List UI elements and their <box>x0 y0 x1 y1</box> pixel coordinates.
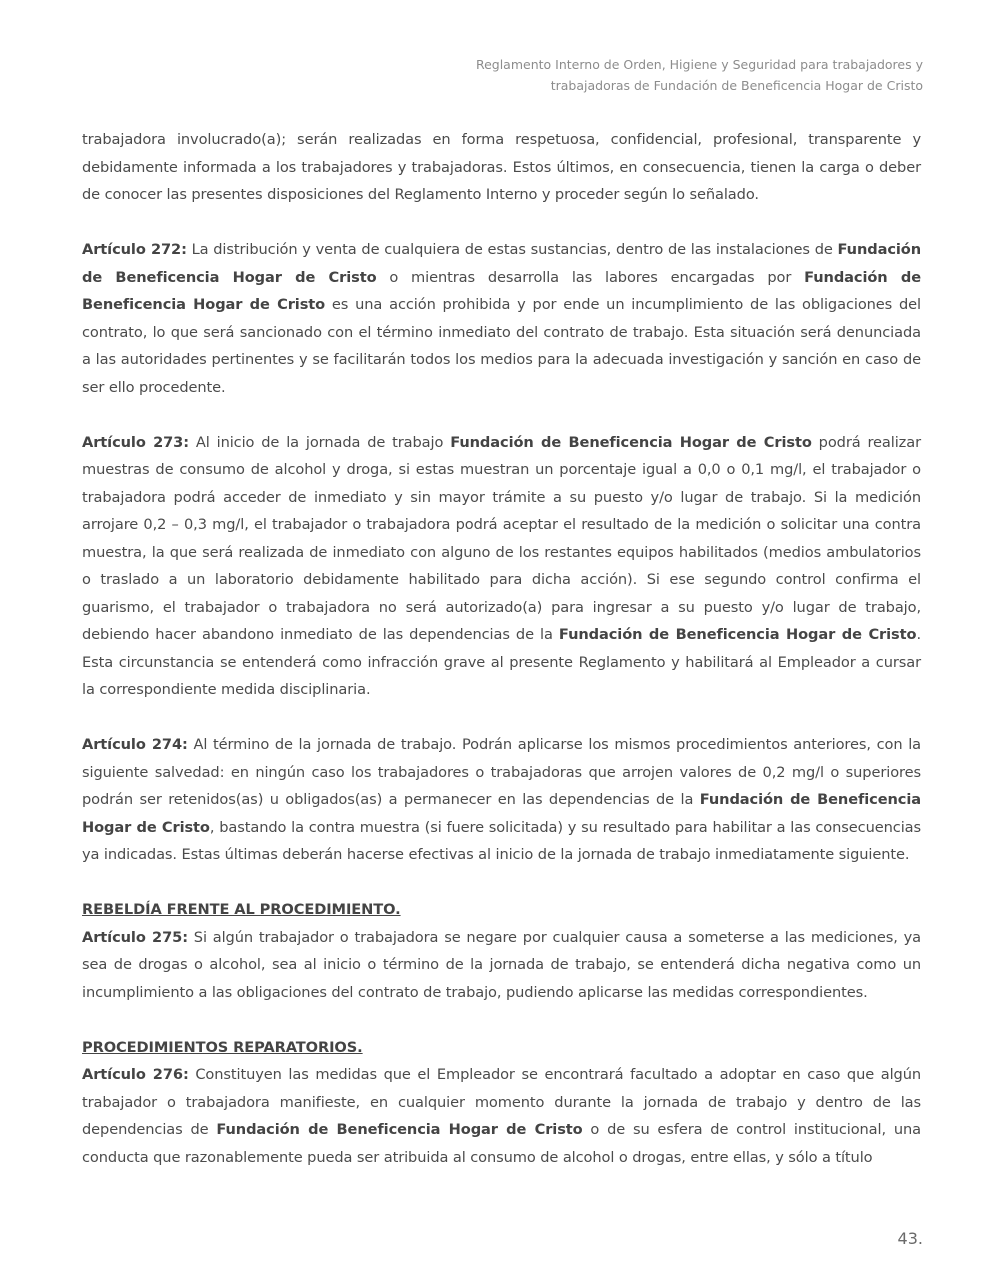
article-272: Artículo 272: La distribución y venta de cualquiera de estas sustancias, dentro de las instalaciones de Fundación de Beneficencia Hogar de Cristo o mientras desarrolla las labores encargadas por Fundación de Beneficencia Hogar de Cristo es una acción prohibida y por ende un incumplimiento de las obligaciones del contrato, lo que será sancionado con el término inmediato del contrato de trabajo. Esta situación será denunciada a las autoridades pertinentes y se facilitarán todos los medios para la adecuada investigación y sanción en caso de ser ello procedente. <box>82 241 922 396</box>
org-name: Fundación de Beneficencia Hogar de Cristo <box>216 1121 583 1138</box>
header-line-1: Reglamento Interno de Orden, Higiene y Seguridad para trabajadores y <box>475 57 923 72</box>
article-275: Artículo 275: Si algún trabajador o trabajadora se negare por cualquier causa a someterse a las mediciones, ya sea de drogas o alcohol, sea al inicio o término de la jornada de trabajo, se entenderá dicha negativa como un incumplimiento a las obligaciones del contrato de trabajo, pudiendo aplicarse las medidas correspondientes. <box>82 928 922 1001</box>
section-heading-rebeldia: REBELDÍA FRENTE AL PROCEDIMIENTO. <box>82 901 401 918</box>
org-name: Fundación de Beneficencia Hogar de Cristo <box>450 433 812 451</box>
org-name: Fundación de Beneficencia Hogar de Cristo <box>558 626 917 643</box>
article-274: Artículo 274: Al término de la jornada de trabajo. Podrán aplicarse los mismos procedimientos anteriores, con la siguiente salvedad: en ningún caso los trabajadores o trabajadoras que arrojen valores de 0,2 mg/l o superiores podrán ser retenidos(as) u obligados(as) a permanecer en las dependencias de la Fundación de Beneficencia Hogar de Cristo, bastando la contra muestra (si fuere solicitada) y su resultado para habilitar a las consecuencias ya indicadas. Estas últimas deberán hacerse efectivas al inicio de la jornada de trabajo inmediatamente siguiente. <box>82 736 921 863</box>
running-header <box>363 54 923 96</box>
org-name: Fundación de Beneficencia Hogar de Cristo <box>82 268 922 313</box>
section-heading-procedimientos: PROCEDIMIENTOS REPARATORIOS. <box>82 1038 363 1056</box>
page-number: 43. <box>897 1229 923 1248</box>
article-label: Artículo 272: <box>82 241 187 258</box>
org-name: Fundación de Beneficencia Hogar de Cristo <box>82 791 921 836</box>
article-label: Artículo 276: <box>82 1066 189 1083</box>
article-label: Artículo 273: <box>82 433 189 451</box>
document-body <box>82 126 921 1171</box>
paragraph-continued: trabajadora involucrado(a); serán realizadas en forma respetuosa, confidencial, profesional, transparente y debidamente informada a los trabajadores y trabajadoras. Estos últimos, en consecuencia, tienen la carga o deber de conocer las presentes disposiciones del Reglamento Interno y proceder según lo señalado. <box>82 131 921 203</box>
article-276: Artículo 276: Constituyen las medidas que el Empleador se encontrará facultado a adoptar en caso que algún trabajador o trabajadora manifieste, en cualquier momento durante la jornada de trabajo y dentro de las dependencias de Fundación de Beneficencia Hogar de Cristo o de su esfera de control institucional, una conducta que razonablemente pueda ser atribuida al consumo de alcohol o drogas, entre ellas, y sólo a título <box>82 1066 921 1166</box>
header-line-2: trabajadoras de Fundación de Beneficencia Hogar de Cristo <box>550 78 923 93</box>
article-label: Artículo 274: <box>82 736 188 753</box>
article-273: Artículo 273: Al inicio de la jornada de trabajo Fundación de Beneficencia Hogar de Cristo podrá realizar muestras de consumo de alcohol y droga, si estas muestran un porcentaje igual a 0,0 o 0,1 mg/l, el trabajador o trabajadora podrá acceder de inmediato y sin mayor trámite a su puesto y/o lugar de trabajo. Si la medición arrojare 0,2 – 0,3 mg/l, el trabajador o trabajadora podrá aceptar el resultado de la medición o solicitar una contra muestra, la que será realizada de inmediato con alguno de los restantes equipos habilitados (medios ambulatorios o traslado a un laboratorio debidamente habilitado para dicha acción). Si ese segundo control confirma el guarismo, el trabajador o trabajadora no será autorizado(a) para ingresar a su puesto y/o lugar de trabajo, debiendo hacer abandono inmediato de las dependencias de la Fundación de Beneficencia Hogar de Cristo. Esta circunstancia se entenderá como infracción grave al presente Reglamento y habilitará al Empleador a cursar la correspondiente medida disciplinaria. <box>82 433 921 698</box>
org-name: Fundación de Beneficencia Hogar de Cristo <box>82 241 921 286</box>
article-label: Artículo 275: <box>82 928 188 946</box>
